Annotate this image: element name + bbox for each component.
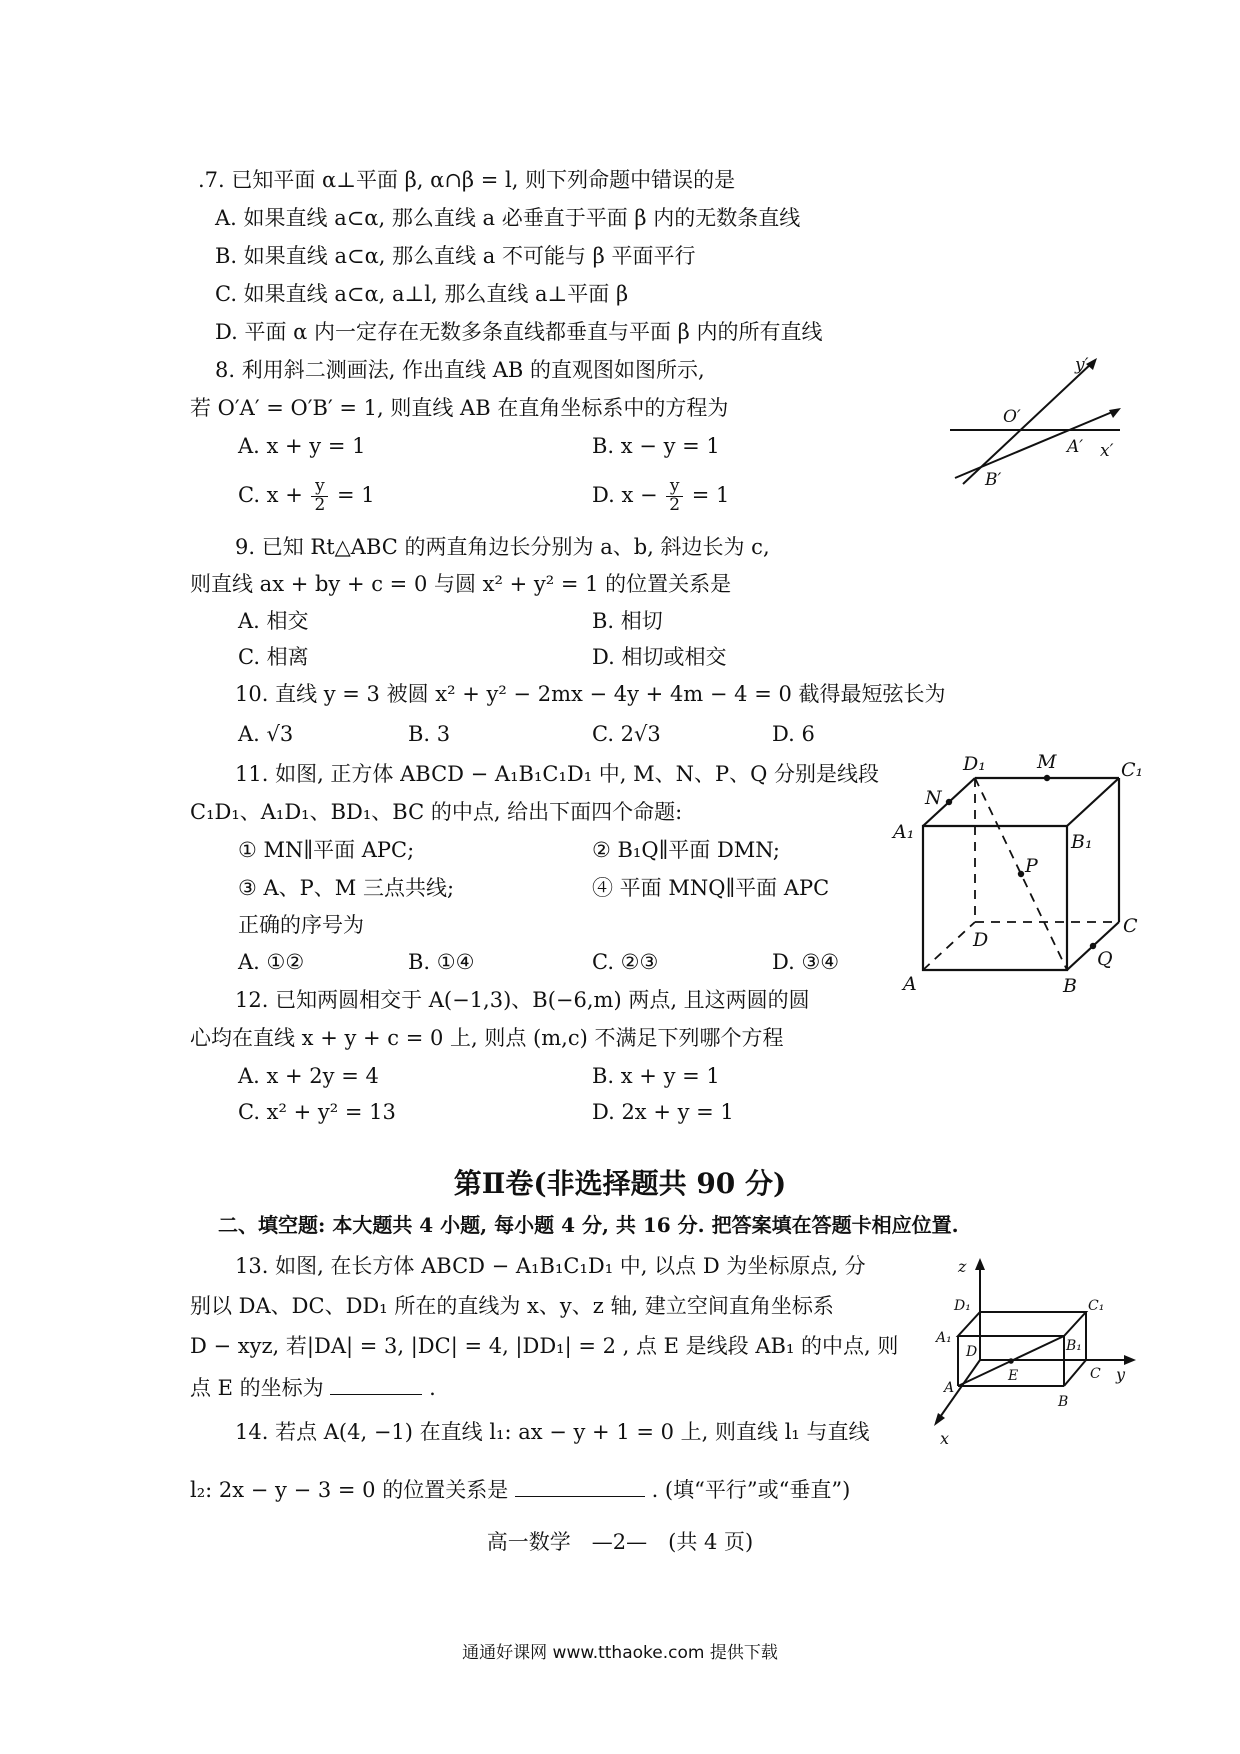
q8-option-a: A. x + y = 1 [238,434,366,458]
q8-stem-line1: 8. 利用斜二测画法, 作出直线 AB 的直观图如图所示, [215,358,705,382]
q7-option-c: C. 如果直线 a⊂α, a⊥l, 那么直线 a⊥平面 β [215,282,629,306]
q8-fig-label-y: y′ [1075,355,1089,375]
q13-stem-line4 [190,1374,436,1400]
q13-stem-line3: D − xyz, 若|DA| = 3, |DC| = 4, |DD₁| = 2 , 点 E 是线段 AB₁ 的中点, 则 [190,1334,899,1358]
q11-stem-line2: C₁D₁、A₁D₁、BD₁、BC 的中点, 给出下面四个命题: [190,800,683,824]
q13-fig-label-b1: B₁ [1066,1338,1082,1354]
q13-fig-label-z: z [958,1257,967,1276]
q11-proposition-2: ② B₁Q∥平面 DMN; [592,838,780,862]
q9-option-a: A. 相交 [238,609,309,633]
q11-fig-label-d1: D₁ [963,753,986,775]
q13-stem-line4-text: 点 E 的坐标为 [190,1376,324,1400]
q9-option-b: B. 相切 [592,609,663,633]
q13-fig-label-d: D [966,1344,978,1360]
q7-option-a: A. 如果直线 a⊂α, 那么直线 a 必垂直于平面 β 内的无数条直线 [215,206,801,230]
q13-fig-label-x: x [940,1429,950,1448]
q8-option-d-numerator: y [666,478,683,497]
q13-fig-label-c1: C₁ [1088,1298,1105,1314]
q11-fig-label-d: D [973,929,989,951]
q8-fig-label-b: B′ [985,470,1002,490]
q11-fig-label-c: C [1123,915,1138,937]
page-footer: 高一数学 —2— (共 4 页) [486,1530,754,1554]
q11-proposition-4: ④ 平面 MNQ∥平面 APC [592,876,830,900]
q8-option-d [592,478,729,515]
q10-option-d: D. 6 [772,722,815,746]
q12-stem-line1: 12. 已知两圆相交于 A(−1,3)、B(−6,m) 两点, 且这两圆的圆 [235,988,810,1012]
q13-answer-blank[interactable] [330,1374,422,1395]
q14-stem-line2 [190,1476,850,1502]
q11-fig-label-b: B [1063,975,1077,997]
q11-fig-label-b1: B₁ [1071,831,1093,853]
q11-fig-label-a: A [903,973,917,995]
q14-answer-blank[interactable] [515,1476,645,1497]
q13-fig-label-b: B [1058,1394,1069,1410]
q14-stem-line1: 14. 若点 A(4, −1) 在直线 l₁: ax − y + 1 = 0 上, 则直线 l₁ 与直线 [235,1420,870,1444]
q11-fig-label-n: N [925,787,942,809]
q10-option-a: A. √3 [238,722,294,746]
download-credit: 通通好课网 www.tthaoke.com 提供下载 [462,1643,778,1663]
q7-stem: .7. 已知平面 α⊥平面 β, α∩β = l, 则下列命题中错误的是 [198,168,736,192]
q8-option-d-denominator: 2 [669,494,681,515]
q8-oblique-axes-figure [945,350,1125,500]
q8-option-d-prefix: D. x − [592,482,658,507]
q9-stem-line1: 9. 已知 Rt△ABC 的两直角边长分别为 a、b, 斜边长为 c, [235,535,770,559]
q11-option-d: D. ③④ [772,950,840,974]
q8-option-c-fraction [311,478,328,515]
q11-option-c: C. ②③ [592,950,659,974]
q12-option-d: D. 2x + y = 1 [592,1100,734,1124]
q13-fig-label-a: A [944,1380,955,1396]
q8-fig-label-x: x′ [1100,441,1114,461]
q11-option-a: A. ①② [238,950,305,974]
q8-option-c-numerator: y [311,478,328,497]
q8-option-c-prefix: C. x + [238,482,303,507]
q13-stem-line4-end: . [429,1376,436,1400]
q11-ask: 正确的序号为 [238,913,364,937]
q11-fig-label-a1: A₁ [893,821,915,843]
part2-title: 第Ⅱ卷(非选择题共 90 分) [453,1167,787,1200]
q8-fig-label-a: A′ [1067,437,1084,457]
q8-stem-line2: 若 O′A′ = O′B′ = 1, 则直线 AB 在直角坐标系中的方程为 [190,396,729,420]
q14-hint: . (填“平行”或“垂直”) [651,1478,851,1502]
q11-cube-figure [885,750,1144,1000]
q13-fig-label-e: E [1008,1368,1019,1384]
q10-option-c: C. 2√3 [592,722,661,746]
q11-proposition-1: ① MN∥平面 APC; [238,838,415,862]
q13-fig-label-c: C [1090,1366,1101,1382]
q9-stem-line2: 则直线 ax + by + c = 0 与圆 x² + y² = 1 的位置关系是 [190,572,732,596]
q8-option-c-denominator: 2 [314,494,326,515]
q13-stem-line2: 别以 DA、DC、DD₁ 所在的直线为 x、y、z 轴, 建立空间直角坐标系 [190,1294,834,1318]
q13-fig-label-d1: D₁ [954,1298,971,1314]
q8-option-c-suffix: = 1 [337,482,375,507]
q14-stem-line2-text: l₂: 2x − y − 3 = 0 的位置关系是 [190,1478,509,1502]
q9-option-d: D. 相切或相交 [592,645,727,669]
q8-option-d-fraction [666,478,683,515]
q8-option-b: B. x − y = 1 [592,434,720,458]
q7-option-d: D. 平面 α 内一定存在无数多条直线都垂直与平面 β 内的所有直线 [215,320,823,344]
q8-fig-label-o: O′ [1003,407,1021,427]
q12-option-c: C. x² + y² = 13 [238,1100,396,1124]
q8-option-d-suffix: = 1 [691,482,730,507]
q12-option-b: B. x + y = 1 [592,1064,720,1088]
q11-fig-label-m: M [1037,751,1057,773]
q7-option-b: B. 如果直线 a⊂α, 那么直线 a 不可能与 β 平面平行 [215,244,696,268]
q11-proposition-3: ③ A、P、M 三点共线; [238,876,455,900]
q11-stem-line1: 11. 如图, 正方体 ABCD − A₁B₁C₁D₁ 中, M、N、P、Q 分别是线段 [235,762,880,786]
q13-fig-label-a1: A₁ [936,1330,952,1346]
q13-stem-line1: 13. 如图, 在长方体 ABCD − A₁B₁C₁D₁ 中, 以点 D 为坐标原点, 分 [235,1254,866,1278]
q11-fig-label-p: P [1025,855,1038,877]
q10-stem: 10. 直线 y = 3 被圆 x² + y² − 2mx − 4y + 4m − 4 = 0 截得最短弦长为 [235,682,946,706]
q12-stem-line2: 心均在直线 x + y + c = 0 上, 则点 (m,c) 不满足下列哪个方程 [190,1026,784,1050]
q13-fig-label-y: y [1116,1365,1126,1384]
q11-fig-label-c1: C₁ [1121,759,1144,781]
q8-option-c [238,478,375,515]
section2-heading: 二、填空题: 本大题共 4 小题, 每小题 4 分, 共 16 分. 把答案填在答题卡相应位置. [218,1213,959,1237]
q11-option-b: B. ①④ [408,950,475,974]
q10-option-b: B. 3 [408,722,451,746]
q9-option-c: C. 相离 [238,645,309,669]
q12-option-a: A. x + 2y = 4 [238,1064,379,1088]
q11-fig-label-q: Q [1097,948,1113,970]
q13-box-axes-figure [918,1252,1143,1452]
